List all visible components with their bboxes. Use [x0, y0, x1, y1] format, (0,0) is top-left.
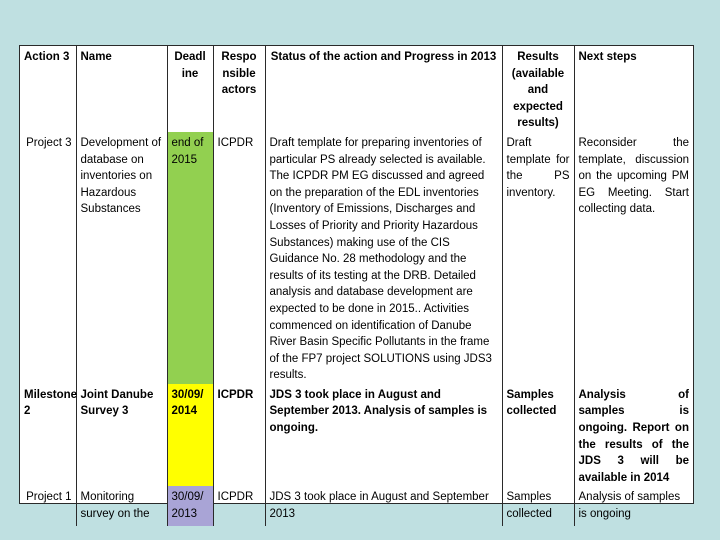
table-row [20, 132, 693, 384]
cell-results: Draft template for the PS inventory. [502, 132, 574, 384]
cell-deadline: 30/09/ 2014 [167, 384, 213, 487]
cell-action: Project 1 [26, 491, 72, 504]
cell-name: Joint Danube Survey 3 [76, 384, 167, 487]
cell-responsible: ICPDR [213, 384, 265, 487]
document-page [19, 45, 694, 521]
cell-deadline: 30/09/ 2013 [167, 486, 213, 526]
cell-status: Draft template for preparing inventories of particular PS already selected is available. The ICPDR PM EG discussed and agreed on the preparation of the EDL inventories (Inventory of Emissions, Discharges and Losses of Priority and Priority Hazardous Substances) making use of the CIS Guidance No. 28 methodology and the results of its testing at the DRB. Detailed analysis and database development are expected to be done in 2015.. Activities commenced on identification of Danube River Basin Specific Pollutants in the frame of the FP7 project SOLUTIONS using JDS3 results. [265, 132, 502, 384]
cell-results: Samples collected [502, 384, 574, 487]
cell-status: JDS 3 took place in August and September 2013 [265, 486, 502, 526]
header-action: Action 3 [24, 51, 70, 63]
header-row [20, 46, 693, 132]
cell-next-steps: Analysis of samples is ongoing [574, 486, 693, 526]
cell-name: Monitoring survey on the [76, 486, 167, 526]
cell-next-steps: Reconsider the template, discussion on the upcoming PM EG Meeting. Start collecting data. [574, 132, 693, 384]
header-status: Status of the action and Progress in 2013 [265, 46, 502, 132]
cell-name: Development of database on inventories on Hazardous Substances [76, 132, 167, 384]
table-row [20, 384, 693, 487]
cell-action: Project 3 [26, 136, 72, 149]
cell-results: Samples collected [502, 486, 574, 526]
cell-responsible: ICPDR [213, 486, 265, 526]
cell-deadline: end of 2015 [167, 132, 213, 384]
header-next-steps: Next steps [574, 46, 693, 132]
header-name: Name [76, 46, 167, 132]
cell-responsible: ICPDR [213, 132, 265, 384]
cell-status: JDS 3 took place in August and September 2013. Analysis of samples is ongoing. [265, 384, 502, 487]
header-responsible: Respo nsible actors [213, 46, 265, 132]
cell-action: Milestone 2 [24, 388, 78, 418]
action-table [20, 46, 693, 526]
table-row [20, 486, 693, 526]
header-deadline: Deadl ine [167, 46, 213, 132]
cell-next-steps: Analysis of samples is ongoing. Report on the results of the JDS 3 will be available in 2014 [574, 384, 693, 487]
header-results: Results (available and expected results) [502, 46, 574, 132]
